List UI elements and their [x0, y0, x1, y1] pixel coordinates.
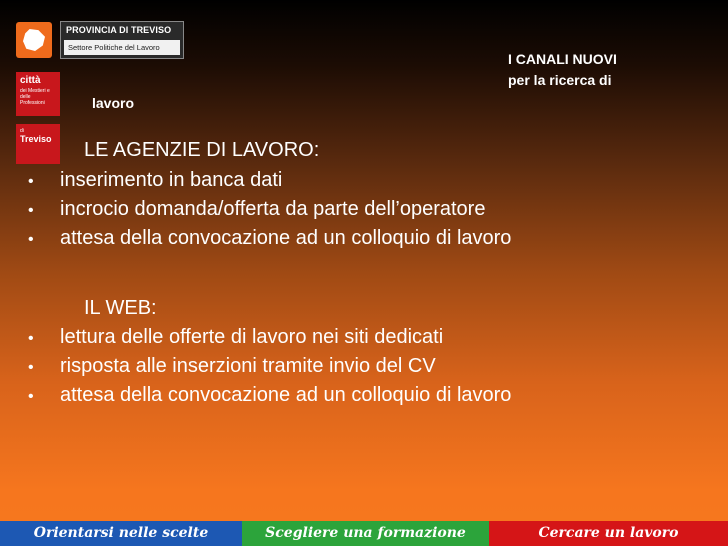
bullet-icon: • [28, 231, 34, 248]
list-item-text: risposta alle inserzioni tramite invio del CV [60, 355, 436, 377]
list-item [28, 355, 436, 378]
list-item [28, 169, 282, 192]
list-item [28, 227, 511, 250]
citta-logo-main: città [20, 75, 41, 86]
list-item-text: incrocio domanda/offerta da parte dell’operatore [60, 198, 486, 220]
footer-cercare: Cercare un lavoro [489, 521, 728, 546]
treviso-logo [16, 124, 60, 164]
slide-title-line3: lavoro [92, 95, 135, 111]
treviso-logo-di: di [20, 128, 24, 134]
citta-logo [16, 72, 60, 116]
list-item [28, 384, 511, 407]
slide-title-line2: per la ricerca di [508, 72, 612, 88]
bullet-icon: • [28, 330, 34, 347]
bullet-icon: • [28, 359, 34, 376]
citta-logo-sub: dei Mestieri e delle Professioni [20, 88, 50, 106]
bullet-icon: • [28, 173, 34, 190]
list-item [28, 326, 443, 349]
slide-title-line1: I CANALI NUOVI [508, 51, 617, 67]
section-heading-agencies: LE AGENZIE DI LAVORO: [84, 139, 320, 161]
list-item-text: lettura delle offerte di lavoro nei siti dedicati [60, 326, 444, 348]
footer-scegliere: Scegliere una formazione [242, 521, 489, 546]
footer-bar [0, 521, 728, 546]
province-logo [16, 22, 52, 58]
province-sector: Settore Politiche del Lavoro [64, 40, 180, 55]
bullet-icon: • [28, 388, 34, 405]
province-map-icon [23, 29, 45, 51]
treviso-logo-main: Treviso [20, 134, 52, 144]
province-name: PROVINCIA DI TREVISO [66, 25, 172, 35]
list-item [28, 198, 485, 221]
province-header [60, 21, 184, 59]
list-item-text: attesa della convocazione ad un colloquio di lavoro [60, 384, 512, 406]
list-item-text: inserimento in banca dati [60, 169, 283, 191]
section-heading-web: IL WEB: [84, 297, 157, 319]
list-item-text: attesa della convocazione ad un colloquio di lavoro [60, 227, 512, 249]
footer-orientarsi: Orientarsi nelle scelte [0, 521, 242, 546]
bullet-icon: • [28, 202, 34, 219]
